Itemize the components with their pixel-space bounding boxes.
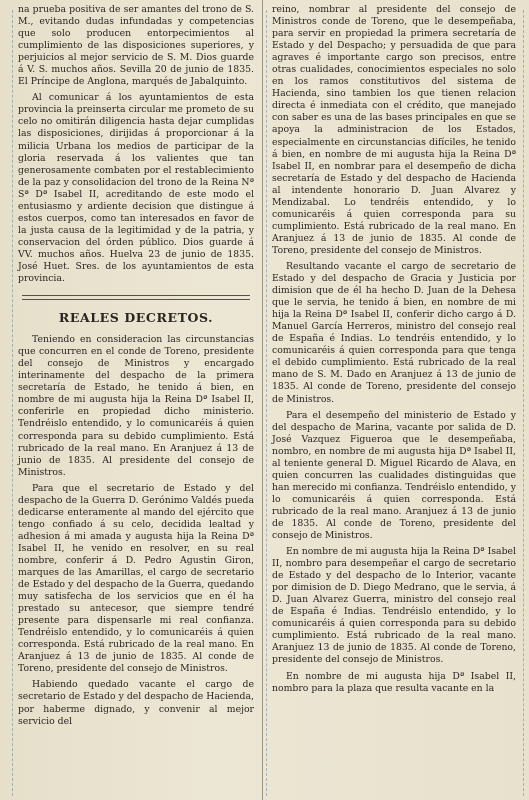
decree-gracia-justicia: Resultando vacante el cargo de secretario de Estado y del despacho de Gracia y Justicia por dimision que de él ha hecho D. Juan de la Dehesa que le servia, he tenido á bien, en nombre de mi hija la Reina Dª Isabel II, conferir dicho cargo á D. Manuel García Herreros, ministro del consejo real de España é Indias. Lo tendréis entendido, y lo comunicaréis á quien corresponda para que tenga el debido cumplimiento. Está rubricado de la real mano de S. M. Dado en Aranjuez á 13 de junio de 1835. Al conde de Toreno, presidente del consejo de Ministros. (272, 260, 516, 405)
margin-guide-center (266, 10, 268, 796)
margin-guide-left (12, 10, 14, 796)
section-title: REALES DECRETOS. (58, 310, 214, 326)
column-divider (262, 0, 263, 800)
right-column (272, 4, 516, 699)
left-column (18, 4, 254, 732)
decree-hacienda-cont: reino, nombrar al presidente del consejo de Ministros conde de Toreno, que le desempeñaba, para servir en propiedad la primera secretaría de Estado y del Despacho; y persuadida de que para agraves é importante cargo son precisos, entre otras cualidades, conocimientos especiales no solo en los ramos constitutivos del sistema de Hacienda, sino tambien los que tienen relacion directa é inmediata con el crédito, que manejado con saber es una de las bases principales en que se apoya la administracion de los Estados, especialmente en circunstancias difíciles, he tenido á bien, en nombre de mi augusta hija la Reina Dª Isabel II, en nombrar para el desempeño de dicha secretaría de Estado y del despacho de Hacienda al intendente honorario D. Juan Alvarez y Mendizabal. Lo tendréis entendido, y lo comunicaréis á quien corresponda para su cumplimiento. Está rubricado de la real mano. En Aranjuez á 13 de junio de 1835. Al conde de Toreno, presidente del consejo de Ministros. (272, 4, 516, 256)
section-rule (22, 295, 250, 300)
decree-guerra: Para que el secretario de Estado y del despacho de la Guerra D. Gerónimo Valdés pueda dedicarse enteramente al mando del ejército que tengo confiado á su celo, decidida lealtad y adhesion á mi amada y augusta hija la Reina Dª Isabel II, he venido en resolver, en su real nombre, conferir á D. Pedro Agustin Giron, marques de las Amarillas, el cargo de secretario de Estado y del despacho de la Guerra, quedando muy satisfecha de los servicios que en él ha prestado su antecesor, que siempre tendré presente para dispensarle mi real confianza. Tendréislo entendido, y lo comunicaréis á quien corresponda. Está rubricado de la real mano. En Aranjuez á 13 de junio de 1835. Al conde de Toreno, presidente del consejo de Ministros. (18, 482, 254, 675)
decree-toreno: Teniendo en consideracion las circunstancias que concurren en el conde de Toreno, presidente del consejo de Ministros y encargado interinamente del despacho de la primera secretaría de Estado, he tenido á bien, en nombre de mi augusta hija la Reina Dª Isabel II, conferirle en propiedad dicho ministerio. Tendréislo entendido, y lo comunicaréis á quien corresponda para su debido cumplimiento. Está rubricado de la real mano. En Aranjuez á 13 de junio de 1835. Al presidente del consejo de Ministros. (18, 334, 254, 478)
decree-marina: Para el desempeño del ministerio de Estado y del despacho de Marina, vacante por salida de D. José Vazquez Figueroa que le desempeñaba, nombro, en nombre de mi augusta hija Dª Isabel II, al teniente general D. Miguel Ricardo de Alava, en quien concurren las cualidades distinguidas que han merecido mi confianza. Tendréislo entendido, y lo comunicaréis á quien corresponda. Está rubricado de la real mano. Aranjuez á 13 de junio de 1835. Al conde de Toreno, presidente del consejo de Ministros. (272, 409, 516, 542)
decree-interior: En nombre de mi augusta hija la Reina Dª Isabel II, nombro para desempeñar el cargo de secretario de Estado y del despacho de lo Interior, vacante por dimision de D. Diego Medrano, que le servia, á D. Juan Alvarez Guerra, ministro del consejo real de España é Indias. Tendréislo entendido, y lo comunicaréis á quien corresponda para su debido cumplimiento. Está rubricado de la real mano. Aranjuez 13 de junio de 1835. Al conde de Toreno, presidente del consejo de Ministros. (272, 546, 516, 666)
decree-final-start: En nombre de mi augusta hija Dª Isabel II, nombro para la plaza que resulta vacante en la (272, 670, 516, 694)
margin-guide-right (523, 10, 525, 796)
decree-hacienda-start: Habiendo quedado vacante el cargo de secretario de Estado y del despacho de Hacienda, por haberme dignado, y convenir al mejor servicio del (18, 679, 254, 727)
paragraph-huelva-notice: Al comunicar á los ayuntamientos de esta provincia la preinserta circular me prometo de su celo no omitirán diligencia hasta dejar cumplidas las disposiciones, dirijidas á proporcionar á la milicia Urbana los medios de participar de la gloria reservada á los valientes que tan generosamente combaten por el restablecimiento de la paz y consolidacion del trono de la Reina Nª Sª Dª Isabel II, acreditando de este modo el entusiasmo y ardiente decision que distingue á estos cuerpos, como tan interesados en favor de la justa causa de la legitimidad y de la patria, y conservacion del órden público. Dios guarde á VV. muchos años. Huelva 23 de junio de 1835. José Huet. Sres. de los ayuntamientos de esta provincia. (18, 92, 254, 285)
paragraph-circular-end: na prueba positiva de ser amantes del trono de S. M., evitando dudas infundadas y competencias que solo producen entorpecimientos al cumplimiento de las disposiciones superiores, y perjuicios al mejor servicio de S. M. Dios guarde á V. S. muchos años. Sevilla 20 de junio de 1835. El Príncipe de Anglona, marqués de Jabalquinto. (18, 4, 254, 88)
